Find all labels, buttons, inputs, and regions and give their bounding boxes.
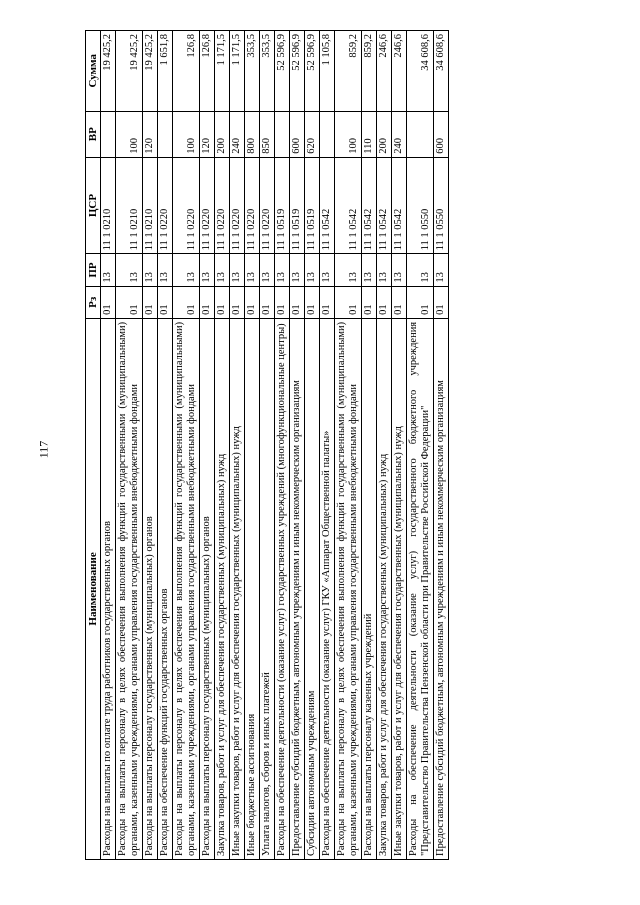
cell-rz: 01 — [260, 286, 275, 318]
cell-vr: 600 — [434, 111, 449, 157]
cell-csr: 11 1 0220 — [260, 157, 275, 254]
cell-sum: 52 596,9 — [275, 31, 290, 112]
cell-pr: 13 — [290, 254, 305, 286]
cell-sum: 1 171,5 — [230, 31, 245, 112]
cell-rz: 01 — [305, 286, 320, 318]
cell-pr: 13 — [116, 254, 143, 286]
table-row — [200, 31, 215, 860]
table-row — [377, 31, 392, 860]
cell-sum: 126,8 — [173, 31, 200, 112]
table-row — [260, 31, 275, 860]
cell-name: Предоставление субсидий бюджетным, автономным учреждениям и иным некоммерческим организациям — [290, 318, 305, 859]
cell-rz: 01 — [407, 286, 434, 318]
cell-vr: 240 — [392, 111, 407, 157]
cell-vr — [101, 111, 116, 157]
header-vr: ВР — [86, 111, 101, 157]
cell-vr: 240 — [230, 111, 245, 157]
cell-pr: 13 — [335, 254, 362, 286]
cell-vr: 200 — [377, 111, 392, 157]
cell-csr: 11 1 0220 — [230, 157, 245, 254]
cell-name: Уплата налогов, сборов и иных платежей — [260, 318, 275, 859]
table-row — [158, 31, 173, 860]
cell-rz: 01 — [158, 286, 173, 318]
cell-csr: 11 1 0542 — [377, 157, 392, 254]
cell-name: Расходы на выплаты персоналу казенных учреждений — [362, 318, 377, 859]
cell-sum: 34 608,6 — [407, 31, 434, 112]
cell-vr: 200 — [215, 111, 230, 157]
cell-csr: 11 1 0542 — [335, 157, 362, 254]
table-row — [362, 31, 377, 860]
cell-sum: 246,6 — [377, 31, 392, 112]
cell-vr: 120 — [200, 111, 215, 157]
cell-pr: 13 — [245, 254, 260, 286]
cell-name: Иные бюджетные ассигнования — [245, 318, 260, 859]
cell-sum: 52 596,9 — [305, 31, 320, 112]
cell-pr: 13 — [101, 254, 116, 286]
table-row — [116, 31, 143, 860]
budget-table — [85, 30, 449, 860]
cell-vr: 600 — [290, 111, 305, 157]
table-row — [275, 31, 290, 860]
table-row — [305, 31, 320, 860]
cell-name: Закупка товаров, работ и услуг для обеспечения государственных (муниципальных) нужд — [215, 318, 230, 859]
cell-rz: 01 — [200, 286, 215, 318]
cell-sum: 859,2 — [362, 31, 377, 112]
cell-sum: 1 171,5 — [215, 31, 230, 112]
cell-name: Расходы на обеспечение деятельности (оказание услуг) ГКУ «Аппарат Общественной палаты» — [320, 318, 335, 859]
cell-sum: 52 596,9 — [290, 31, 305, 112]
table-row — [101, 31, 116, 860]
cell-csr: 11 1 0542 — [362, 157, 377, 254]
cell-vr — [275, 111, 290, 157]
cell-rz: 01 — [143, 286, 158, 318]
cell-pr: 13 — [260, 254, 275, 286]
cell-pr: 13 — [407, 254, 434, 286]
cell-sum: 19 425,2 — [116, 31, 143, 112]
cell-pr: 13 — [377, 254, 392, 286]
cell-csr: 11 1 0210 — [143, 157, 158, 254]
cell-csr: 11 1 0519 — [290, 157, 305, 254]
cell-vr: 100 — [173, 111, 200, 157]
table-row — [215, 31, 230, 860]
cell-pr: 13 — [362, 254, 377, 286]
header-rz: Рз — [86, 286, 101, 318]
cell-csr: 11 1 0210 — [116, 157, 143, 254]
cell-rz: 01 — [116, 286, 143, 318]
cell-csr: 11 1 0210 — [101, 157, 116, 254]
cell-sum: 353,5 — [245, 31, 260, 112]
table-row — [290, 31, 305, 860]
table-header-row — [86, 31, 101, 860]
cell-csr: 11 1 0542 — [392, 157, 407, 254]
cell-sum: 246,6 — [392, 31, 407, 112]
cell-csr: 11 1 0220 — [200, 157, 215, 254]
cell-rz: 01 — [245, 286, 260, 318]
rotated-page-area — [85, 0, 640, 856]
cell-rz: 01 — [215, 286, 230, 318]
table-row — [320, 31, 335, 860]
cell-rz: 01 — [101, 286, 116, 318]
cell-name: Предоставление субсидий бюджетным, автономным учреждениям и иным некоммерческим организациям — [434, 318, 449, 859]
cell-pr: 13 — [173, 254, 200, 286]
page-number: 117 — [36, 440, 51, 459]
cell-name: Субсидии автономным учреждениям — [305, 318, 320, 859]
cell-pr: 13 — [143, 254, 158, 286]
cell-vr — [407, 111, 434, 157]
cell-sum: 19 425,2 — [143, 31, 158, 112]
cell-rz: 01 — [377, 286, 392, 318]
table-body — [101, 31, 449, 860]
cell-pr: 13 — [215, 254, 230, 286]
table-row — [434, 31, 449, 860]
cell-rz: 01 — [434, 286, 449, 318]
cell-pr: 13 — [434, 254, 449, 286]
table-row — [335, 31, 362, 860]
cell-name: Расходы на выплаты персоналу государственных (муниципальных) органов — [143, 318, 158, 859]
cell-csr: 11 1 0550 — [434, 157, 449, 254]
cell-pr: 13 — [200, 254, 215, 286]
table-row — [230, 31, 245, 860]
cell-pr: 13 — [320, 254, 335, 286]
header-sum: Сумма — [86, 31, 101, 112]
cell-vr: 620 — [305, 111, 320, 157]
table-row — [245, 31, 260, 860]
cell-csr: 11 1 0220 — [245, 157, 260, 254]
cell-pr: 13 — [158, 254, 173, 286]
cell-rz: 01 — [173, 286, 200, 318]
cell-name: Расходы на выплаты персоналу государственных (муниципальных) органов — [200, 318, 215, 859]
cell-sum: 19 425,2 — [101, 31, 116, 112]
table-row — [143, 31, 158, 860]
cell-name: Расходы на выплаты персоналу в целях обеспечения выполнения функций государственными (муниципальными) органами, казенными учреждениями, органами управления государственными внебюджетными фондами — [116, 318, 143, 859]
cell-sum: 34 608,6 — [434, 31, 449, 112]
cell-vr: 100 — [116, 111, 143, 157]
table-row — [173, 31, 200, 860]
cell-name: Иные закупки товаров, работ и услуг для обеспечения государственных (муниципальных) нужд — [392, 318, 407, 859]
cell-pr: 13 — [392, 254, 407, 286]
cell-csr: 11 1 0220 — [158, 157, 173, 254]
cell-sum: 126,8 — [200, 31, 215, 112]
cell-name: Расходы на обеспечение функций государственных органов — [158, 318, 173, 859]
header-name: Наименование — [86, 318, 101, 859]
cell-rz: 01 — [392, 286, 407, 318]
cell-csr: 11 1 0220 — [215, 157, 230, 254]
budget-table-wrapper — [85, 30, 620, 860]
cell-vr: 100 — [335, 111, 362, 157]
cell-name: Расходы на выплаты персоналу в целях обеспечения выполнения функций государственными (муниципальными) органами, казенными учреждениями, органами управления государственными внебюджетными фондами — [173, 318, 200, 859]
table-row — [407, 31, 434, 860]
cell-csr: 11 1 0542 — [320, 157, 335, 254]
cell-csr: 11 1 0519 — [305, 157, 320, 254]
cell-name: Расходы на выплаты персоналу в целях обеспечения выполнения функций государственными (муниципальными) органами, казенными учреждениями, органами управления государственными внебюджетными фондами — [335, 318, 362, 859]
cell-sum: 859,2 — [335, 31, 362, 112]
cell-vr — [320, 111, 335, 157]
cell-vr: 800 — [245, 111, 260, 157]
cell-rz: 01 — [320, 286, 335, 318]
cell-sum: 1 651,8 — [158, 31, 173, 112]
cell-pr: 13 — [305, 254, 320, 286]
header-csr: ЦСР — [86, 157, 101, 254]
cell-name: Расходы на обеспечение деятельности (оказание услуг) государственного бюджетного учреждения "Представительство Правительства Пензенской области при Правительстве Российской Федерации" — [407, 318, 434, 859]
cell-rz: 01 — [362, 286, 377, 318]
cell-pr: 13 — [230, 254, 245, 286]
cell-pr: 13 — [275, 254, 290, 286]
cell-vr: 850 — [260, 111, 275, 157]
cell-sum: 353,5 — [260, 31, 275, 112]
cell-rz: 01 — [230, 286, 245, 318]
cell-csr: 11 1 0550 — [407, 157, 434, 254]
cell-rz: 01 — [290, 286, 305, 318]
table-row — [392, 31, 407, 860]
cell-csr: 11 1 0519 — [275, 157, 290, 254]
cell-rz: 01 — [275, 286, 290, 318]
cell-rz: 01 — [335, 286, 362, 318]
cell-name: Иные закупки товаров, работ и услуг для обеспечения государственных (муниципальных) нужд — [230, 318, 245, 859]
cell-name: Расходы на выплаты по оплате труда работников государственных органов — [101, 318, 116, 859]
cell-vr: 120 — [143, 111, 158, 157]
cell-csr: 11 1 0220 — [173, 157, 200, 254]
cell-name: Расходы на обеспечение деятельности (оказание услуг) государственных учреждений (многофункциональные центры) — [275, 318, 290, 859]
cell-sum: 1 105,8 — [320, 31, 335, 112]
cell-name: Закупка товаров, работ и услуг для обеспечения государственных (муниципальных) нужд — [377, 318, 392, 859]
header-pr: ПР — [86, 254, 101, 286]
cell-vr: 110 — [362, 111, 377, 157]
cell-vr — [158, 111, 173, 157]
